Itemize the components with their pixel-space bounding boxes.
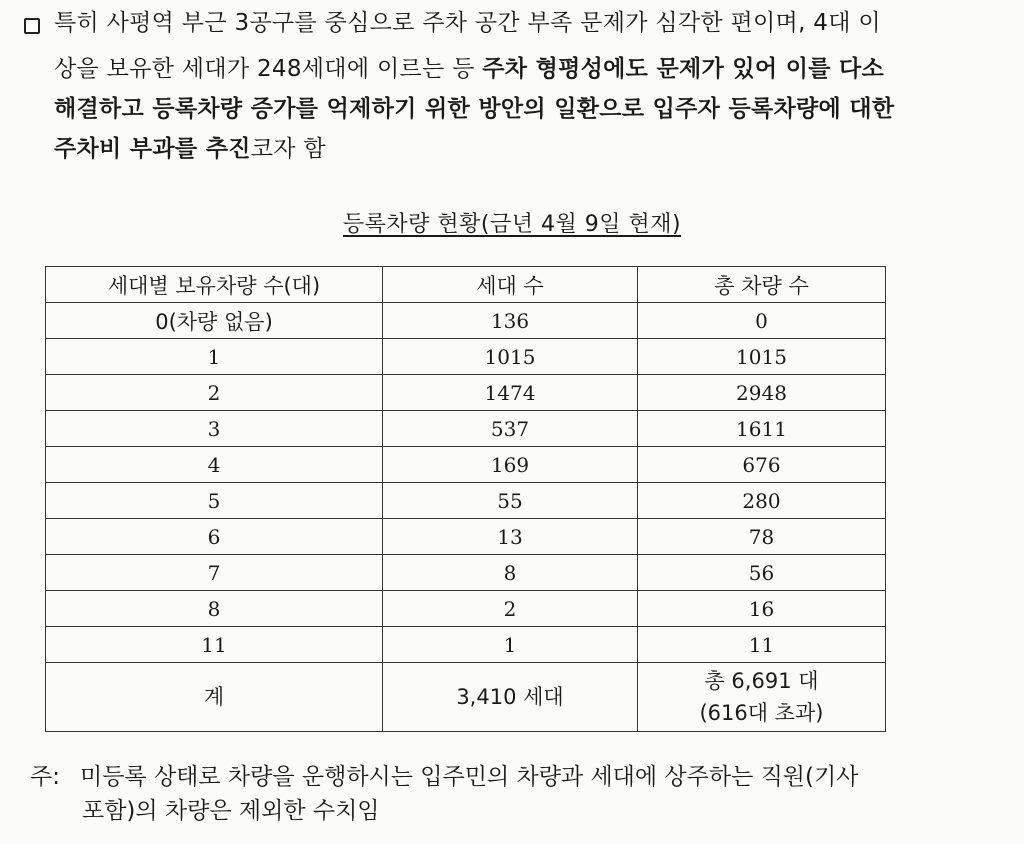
cell-vehicle-count: 8 xyxy=(46,591,383,627)
cell-vehicle-count: 5 xyxy=(46,483,383,519)
table-title: 등록차량 현황(금년 4월 9일 현재) xyxy=(342,212,682,237)
cell-households: 55 xyxy=(383,483,638,519)
header-total-vehicles: 총 차량 수 xyxy=(638,267,886,303)
footnote-text-1: 미등록 상태로 차량을 운행하시는 입주민의 차량과 세대에 상주하는 직원(기사 xyxy=(80,764,859,790)
cell-households: 169 xyxy=(383,447,638,483)
table-row xyxy=(46,627,886,663)
cell-households: 2 xyxy=(383,591,638,627)
table-row xyxy=(46,555,886,591)
table-header-row xyxy=(46,267,886,303)
table-row xyxy=(46,519,886,555)
cell-vehicle-count: 4 xyxy=(46,447,383,483)
cell-vehicle-count: 2 xyxy=(46,375,383,411)
cell-households: 1015 xyxy=(383,339,638,375)
cell-total-vehicles: 78 xyxy=(638,519,886,555)
cell-total-vehicles: 1611 xyxy=(638,411,886,447)
cell-vehicle-count: 0(차량 없음) xyxy=(46,303,383,339)
cell-total-vehicles: 676 xyxy=(638,447,886,483)
footnote-line-2: 포함)의 차량은 제외한 수치임 xyxy=(82,798,380,824)
table-row xyxy=(46,483,886,519)
paragraph-line-2 xyxy=(54,54,884,84)
cell-total-vehicles: 0 xyxy=(638,303,886,339)
cell-vehicle-count: 1 xyxy=(46,339,383,375)
total-vehicles-count: 총 6,691 대 xyxy=(704,669,819,693)
cell-total-vehicles: 2948 xyxy=(638,375,886,411)
paragraph-line-3: 해결하고 등록차량 증가를 억제하기 위한 방안의 일환으로 입주자 등록차량에 대한 xyxy=(54,96,895,122)
footnote xyxy=(30,760,858,828)
table-row xyxy=(46,303,886,339)
total-vehicles xyxy=(638,663,886,732)
cell-vehicle-count: 11 xyxy=(46,627,383,663)
cell-households: 136 xyxy=(383,303,638,339)
cell-households: 537 xyxy=(383,411,638,447)
cell-households: 8 xyxy=(383,555,638,591)
header-households: 세대 수 xyxy=(383,267,638,303)
footnote-prefix: 주: xyxy=(30,764,60,790)
cell-total-vehicles: 280 xyxy=(638,483,886,519)
table-row xyxy=(46,411,886,447)
cell-total-vehicles: 11 xyxy=(638,627,886,663)
total-vehicles-excess: (616대 초과) xyxy=(699,701,824,725)
paragraph-line-1: 특히 사평역 부근 3공구를 중심으로 주차 공간 부족 문제가 심각한 편이며, 4대 이 xyxy=(54,10,881,36)
paragraph-line-4-bold: 주차비 부과를 추진 xyxy=(54,136,251,162)
table-total-row xyxy=(46,663,886,732)
paragraph-line-4 xyxy=(54,134,326,164)
checkbox-bullet-icon xyxy=(24,18,40,34)
total-label: 계 xyxy=(46,663,383,732)
cell-vehicle-count: 7 xyxy=(46,555,383,591)
total-households: 3,410 세대 xyxy=(383,663,638,732)
cell-total-vehicles: 56 xyxy=(638,555,886,591)
table-row xyxy=(46,447,886,483)
cell-vehicle-count: 6 xyxy=(46,519,383,555)
header-vehicles-per-household: 세대별 보유차량 수(대) xyxy=(46,267,383,303)
cell-households: 1474 xyxy=(383,375,638,411)
cell-households: 13 xyxy=(383,519,638,555)
registered-vehicles-table xyxy=(45,266,886,732)
paragraph-line-2-bold: 주차 형평성에도 문제가 있어 이를 다소 xyxy=(482,56,885,82)
footnote-line-1 xyxy=(30,760,858,794)
cell-total-vehicles: 16 xyxy=(638,591,886,627)
cell-vehicle-count: 3 xyxy=(46,411,383,447)
table-row xyxy=(46,339,886,375)
cell-households: 1 xyxy=(383,627,638,663)
paragraph-line-2-normal: 상을 보유한 세대가 248세대에 이르는 등 xyxy=(54,56,483,82)
paragraph-line-4-normal: 코자 함 xyxy=(250,136,326,162)
table-row xyxy=(46,591,886,627)
table-row xyxy=(46,375,886,411)
cell-total-vehicles: 1015 xyxy=(638,339,886,375)
